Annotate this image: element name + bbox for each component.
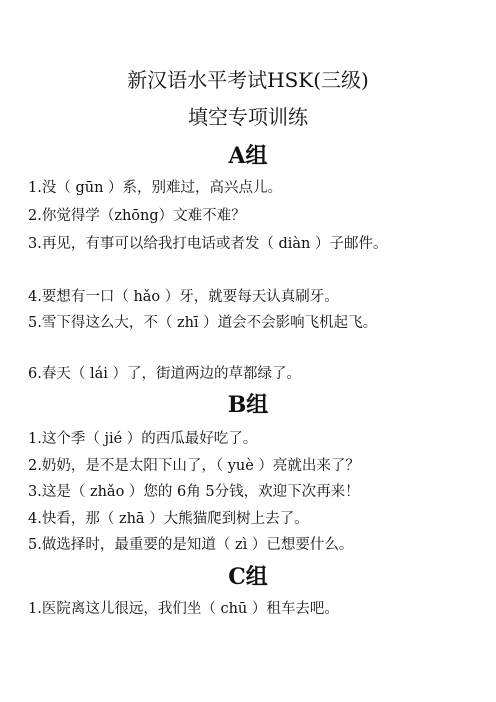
question-a1: 1.没（ gūn ）系，别难过，高兴点儿。 xyxy=(28,180,283,196)
question-c1: 1.医院离这儿很远，我们坐（ chū ）租车去吧。 xyxy=(28,601,339,617)
question-a6: 6.春天（ lái ）了，街道两边的草都绿了。 xyxy=(28,366,301,382)
group-a-heading: A组 xyxy=(228,143,268,169)
group-c-heading: C组 xyxy=(228,564,268,590)
group-b-heading: B组 xyxy=(227,392,269,418)
question-b2: 2.奶奶，是不是太阳下山了，（ yuè ）亮就出来了？ xyxy=(28,458,360,474)
question-a2: 2.你觉得学（zhōng）文难不难？ xyxy=(28,208,246,224)
page-title: 新汉语水平考试HSK(三级) xyxy=(127,68,369,92)
question-b1: 1.这个季（ jié ）的西瓜最好吃了。 xyxy=(28,431,258,447)
question-a4: 4.要想有一口（ hǎo ）牙，就要每天认真刷牙。 xyxy=(28,289,339,305)
question-b3: 3.这是（ zhǎo ）您的 6角 5分钱，欢迎下次再来！ xyxy=(28,484,360,500)
question-a5: 5.雪下得这么大，不（ zhī ）道会不会影响飞机起飞。 xyxy=(28,315,378,331)
page-subtitle: 填空专项训练 xyxy=(188,105,308,129)
question-b5: 5.做选择时，最重要的是知道（ zì ）已想要什么。 xyxy=(28,537,354,553)
question-b4: 4.快看，那（ zhā ）大熊猫爬到树上去了。 xyxy=(28,511,309,527)
question-a3: 3.再见，有事可以给我打电话或者发（ diàn ）子邮件。 xyxy=(28,236,388,252)
